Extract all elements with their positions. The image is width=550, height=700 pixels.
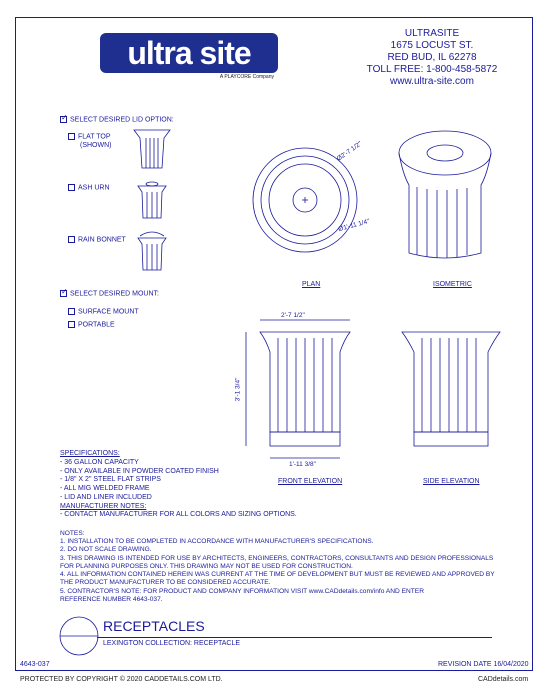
mount-option-portable[interactable]: PORTABLE [68,321,115,330]
title-block-subtitle: LEXINGTON COLLECTION: RECEPTACLE [103,640,241,647]
front-elevation-drawing [240,318,370,468]
isometric-label: ISOMETRIC [433,281,472,288]
specifications-heading: SPECIFICATIONS: [60,450,120,457]
base-width-dimension: 1'-11 3/8" [289,461,316,468]
lid-option-heading: ✓SELECT DESIRED LID OPTION: [60,116,174,125]
note-item: 5. CONTRACTOR'S NOTE: FOR PRODUCT AND COMPANY INFORMATION VISIT www.CADdetails.com/info AND ENTER [60,587,424,595]
title-divider [97,637,492,638]
lid-option-flat-top[interactable]: FLAT TOP (SHOWN) [68,133,112,151]
mount-option-heading: ✓SELECT DESIRED MOUNT: [60,290,159,299]
copyright-text: PROTECTED BY COPYRIGHT © 2020 CADDETAILS.COM LTD. [20,676,223,683]
checkbox-icon[interactable] [68,184,75,191]
title-circle-icon [58,615,100,657]
plan-label: PLAN [302,281,321,288]
mount-option-surface[interactable]: SURFACE MOUNT [68,308,139,317]
lid-option-rain-bonnet[interactable]: RAIN BONNET [68,236,126,245]
manufacturer-notes-heading: MANUFACTURER NOTES: [60,502,147,510]
height-dimension: 3'-1 3/4" [234,377,242,402]
manufacturer-note: - CONTACT MANUFACTURER FOR ALL COLORS AND SIZING OPTIONS. [60,511,297,519]
lid-thumbnails [132,124,172,284]
spec-item: - 1/8" X 2" STEEL FLAT STRIPS [60,476,161,484]
address-line: 1675 LOCUST ST. [390,40,474,51]
side-elevation-drawing [400,330,510,460]
notes-heading: NOTES: [60,530,85,537]
note-item: REFERENCE NUMBER 4643-037. [60,595,163,603]
company-address [352,28,512,88]
specifications-block [60,450,297,520]
checkbox-icon[interactable] [68,308,75,315]
lid-option-ash-urn[interactable]: ASH URN [68,184,110,193]
isometric-drawing [395,125,495,265]
spec-item: - 36 GALLON CAPACITY [60,458,139,466]
logo-subtitle: A PLAYCORE Company [219,74,274,80]
revision-date: REVISION DATE 16/04/2020 [438,661,529,668]
address-line: TOLL FREE: 1-800-458-5872 [366,64,498,75]
spec-item: - LID AND LINER INCLUDED [60,493,152,501]
top-width-dimension: 2'-7 1/2" [281,312,305,319]
note-item: FOR PLANNING PURPOSES ONLY. THIS DRAWING MAY NOT BE USED FOR CONSTRUCTION. [60,562,353,570]
checkbox-icon[interactable] [68,236,75,243]
logo-text: ultra site [100,33,278,73]
note-item: 2. DO NOT SCALE DRAWING. [60,546,152,554]
note-item: 1. INSTALLATION TO BE COMPLETED IN ACCORDANCE WITH MANUFACTURER'S SPECIFICATIONS. [60,538,374,546]
address-line: RED BUD, IL 62278 [387,52,477,63]
spec-item: - ALL MIG WELDED FRAME [60,485,150,492]
side-elevation-label: SIDE ELEVATION [423,478,480,485]
notes-block [60,530,495,604]
checkbox-icon[interactable] [60,290,67,297]
title-block-title: RECEPTACLES [103,618,205,634]
plan-view-drawing [250,145,360,255]
note-item: 3. THIS DRAWING IS INTENDED FOR USE BY ARCHITECTS, ENGINEERS, CONTRACTORS, CONSULTANTS AND DESIGN PROFESSIONALS [60,554,494,562]
note-item: THE PRODUCT MANUFACTURER TO BE CONSIDERED ACCURATE. [60,579,271,587]
checkbox-icon[interactable] [60,116,67,123]
checkbox-icon[interactable] [68,133,75,140]
note-item: 4. ALL INFORMATION CONTAINED HEREIN WAS CURRENT AT THE TIME OF DEVELOPMENT BUT MUST BE REVIEWED AND APPROVED BY [60,571,495,579]
ultrasite-logo [100,33,278,83]
plan-outer-dimension: Ø2'-7 1/2" [335,140,364,163]
address-line: www.ultra-site.com [390,76,474,87]
plan-inner-dimension: Ø1'-11 1/4" [337,217,371,234]
checkbox-icon[interactable] [68,321,75,328]
caddetails-link[interactable]: CADdetails.com [478,676,529,683]
spec-item: - ONLY AVAILABLE IN POWDER COATED FINISH [60,467,219,475]
address-line: ULTRASITE [404,28,460,39]
reference-number: 4643-037 [20,661,50,668]
front-elevation-label: FRONT ELEVATION [278,478,343,485]
